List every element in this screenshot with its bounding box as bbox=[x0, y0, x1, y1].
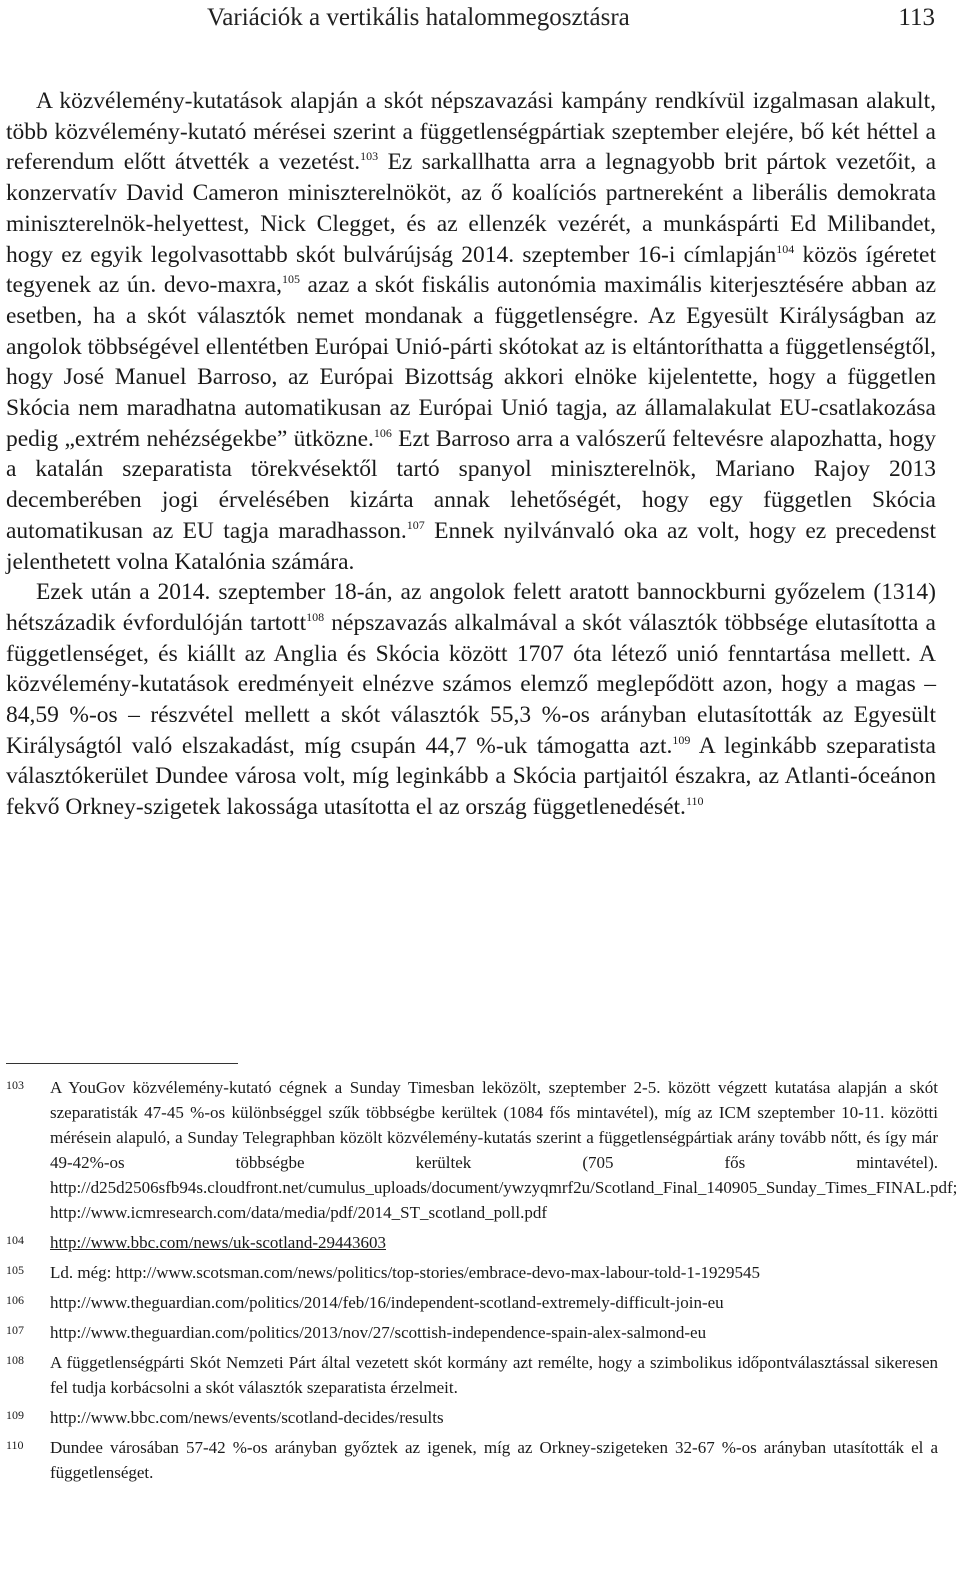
footnote-107 bbox=[6, 1320, 938, 1345]
footnote-109 bbox=[6, 1405, 938, 1430]
footnote-number: 107 bbox=[6, 1323, 24, 1337]
footnotes bbox=[6, 1075, 958, 1490]
paragraph-2 bbox=[6, 577, 936, 823]
footnote-number: 108 bbox=[6, 1353, 24, 1367]
footnote-ref-110[interactable]: 110 bbox=[685, 794, 704, 809]
footnote-105 bbox=[6, 1260, 938, 1285]
text-run: Ezt Barroso arra a valószerű feltevésre alapozhatta, hogy a katalán szeparatista törekvésektől tartó spanyol miniszterelnök, Mariano Rajoy 2013 decemberében jogi érvelésében kizárta annak lehetőségét, hogy egy független Skócia automatikusan az EU tagja maradhasson. bbox=[6, 425, 936, 544]
footnote-text: Dundee városában 57-42 %-os arányban győztek az igenek, míg az Orkney-szigeteken 32-67 %-os arányban utasították el a függetlenséget. bbox=[50, 1438, 938, 1482]
footnote-number: 106 bbox=[6, 1293, 24, 1307]
text-run: népszavazás alkalmával a skót választók többsége elutasította a függetlenséget, és kiállt az Anglia és Skócia között 1707 óta létező unió fenntartása mellett. A közvélemény-kutatások eredményeit elnézve számos elemző meglepődött azon, hogy a magas – 84,59 %-os – részvétel mellett a skót választók 55,3 %-os arányban elutasították az Egyesült Királyságtól való elszakadást, míg csupán 44,7 %-uk támogatta azt. bbox=[6, 609, 936, 759]
text-run: A közvélemény-kutatások alapján a skót népszavazási kampány rendkívül izgalmasan alakult, több közvélemény-kutató mérései szerint a függetlenségpártiak szeptember elejére, bő két héttel a referendum előtt átvették a vezetést. bbox=[6, 88, 936, 176]
text-run: A leginkább szeparatista választókerület Dundee városa volt, míg leginkább a Skócia partjaitól északra, az Atlanti-óceánon fekvő Orkney-szigetek lakossága utasította el az ország függetlenedését. bbox=[6, 732, 936, 821]
footnote-text: A függetlenségpárti Skót Nemzeti Párt által vezetett skót kormány azt remélte, hogy a szimbolikus időpontválasztással sikeresen fel tudja korbácsolni a skót választók szeparatista érzelmeit. bbox=[50, 1353, 938, 1397]
body-text bbox=[6, 86, 936, 823]
footnote-ref-105[interactable]: 105 bbox=[281, 272, 300, 287]
footnote-ref-108[interactable]: 108 bbox=[306, 610, 325, 625]
footnote-ref-109[interactable]: 109 bbox=[672, 732, 691, 747]
footnote-link[interactable]: http://www.bbc.com/news/uk-scotland-29443603 bbox=[50, 1233, 387, 1252]
page-number: 113 bbox=[898, 4, 935, 31]
text-run: Ennek nyilvánvaló oka az volt, hogy ez precedenst jelenthetett volna Katalónia számára. bbox=[6, 517, 936, 575]
footnote-number: 104 bbox=[6, 1233, 24, 1247]
footnote-text: http://www.theguardian.com/politics/2014/feb/16/independent-scotland-extremely-difficult-join-eu bbox=[50, 1293, 724, 1312]
footnote-number: 103 bbox=[6, 1078, 24, 1092]
text-run: Ezek után a 2014. szeptember 18-án, az angolok felett aratott bannockburni győzelem (1314) hétszázadik évfordulóján tartott bbox=[6, 579, 936, 636]
footnote-text: http://www.theguardian.com/politics/2013/nov/27/scottish-independence-spain-alex-salmond-eu bbox=[50, 1323, 707, 1342]
footnote-110 bbox=[6, 1435, 938, 1485]
footnote-number: 109 bbox=[6, 1408, 24, 1422]
footnote-104 bbox=[6, 1230, 938, 1255]
footnote-ref-104[interactable]: 104 bbox=[776, 241, 795, 256]
footnote-108 bbox=[6, 1350, 938, 1400]
footnote-103 bbox=[6, 1075, 958, 1225]
running-title: Variációk a vertikális hatalommegosztásra bbox=[207, 4, 630, 31]
footnote-text: A YouGov közvélemény-kutató cégnek a Sunday Timesban leközölt, szeptember 2-5. között végzett kutatása alapján a skót szeparatisták 47-45 %-os különbséggel szűk többségbe kerültek (1084 fős mintavétel), míg az ICM szeptember 10-11. közötti mérésein alapuló, a Sunday Telegraphban közölt közvélemény-kutatás szerint a függetlenségpártiak arány tovább nőtt, és így már 49-42%-os többségbe kerültek (705 fős mintavétel). http://d25d2506sfb94s.cloudfront.net/cumulus_uploads/document/ywzyqmrf2u/Scotland_Final_140905_Sunday_Times_FINAL.pdf; http://www.icmresearch.com/data/media/pdf/2014_ST_scotland_poll.pdf bbox=[50, 1078, 958, 1222]
page-header bbox=[0, 0, 960, 32]
footnote-divider bbox=[6, 1063, 238, 1064]
text-run: azaz a skót fiskális autonómia maximális kiterjesztésére abban az esetben, ha a skót választók nemet mondanak a függetlenségre. Az Egyesült Királyságban az angolok többségével ellentétben Európai Unió-párti skótokat az is eltántoríthatta a függetlenségtől, hogy José Manuel Barroso, az Európai Bizottság akkori elnöke kijelentette, hogy a független Skócia nem maradhatna automatikusan az Európai Unió tagja, az államalakulat EU-csatlakozása pedig „extrém nehézségekbe” ütközne. bbox=[6, 272, 937, 452]
text-run: közös ígéretet tegyenek az ún. devo-maxra, bbox=[6, 241, 936, 299]
footnote-number: 105 bbox=[6, 1263, 24, 1277]
footnote-ref-107[interactable]: 107 bbox=[406, 518, 425, 533]
text-run: Ez sarkallhatta arra a legnagyobb brit pártok vezetőit, a konzervatív David Cameron miniszterelnököt, az ő koalíciós partnereként a liberális demokrata miniszterelnök-helyettest, Nick Clegget, és az ellenzék vezérét, a munkáspárti Ed Milibandet, hogy ez egyik legolvasottabb skót bulvárújság 2014. szeptember 16-i címlapján bbox=[6, 149, 936, 268]
footnote-106 bbox=[6, 1290, 938, 1315]
footnote-text: Ld. még: http://www.scotsman.com/news/politics/top-stories/embrace-devo-max-labour-told-1-1929545 bbox=[50, 1263, 761, 1282]
paragraph-1 bbox=[6, 86, 936, 577]
footnote-ref-103[interactable]: 103 bbox=[360, 149, 379, 164]
footnote-text: http://www.bbc.com/news/events/scotland-decides/results bbox=[50, 1408, 444, 1427]
footnote-number: 110 bbox=[6, 1438, 24, 1452]
footnote-ref-106[interactable]: 106 bbox=[373, 425, 392, 440]
